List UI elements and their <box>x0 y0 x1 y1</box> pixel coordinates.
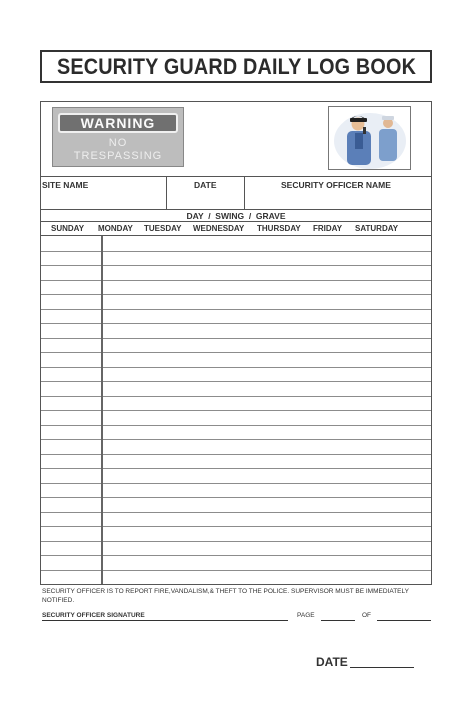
day-saturday: SATURDAY <box>355 224 399 233</box>
total-pages-line[interactable] <box>377 620 431 621</box>
divider <box>166 176 167 209</box>
day-monday: MONDAY <box>98 224 133 233</box>
log-rows <box>41 252 431 571</box>
officer-name-label: SECURITY OFFICER NAME <box>281 180 391 190</box>
day-friday: FRIDAY <box>313 224 343 233</box>
warning-heading: WARNING <box>58 113 178 133</box>
bottom-date-line[interactable] <box>350 667 414 668</box>
log-entry-grid[interactable] <box>41 236 431 584</box>
date-label: DATE <box>194 180 217 190</box>
day-wednesday: WEDNESDAY <box>193 224 245 233</box>
signature-line[interactable] <box>42 620 288 621</box>
reporting-notice: SECURITY OFFICER IS TO REPORT FIRE,VANDALISM,& THEFT TO THE POLICE. SUPERVISOR MUST BE IMMEDIATELY NOTIFIED. <box>42 588 409 604</box>
page-number-line[interactable] <box>321 620 355 621</box>
site-name-label: SITE NAME <box>42 180 89 190</box>
security-officers-photo <box>328 106 411 170</box>
title-box <box>40 50 432 83</box>
page-label: PAGE <box>297 612 315 619</box>
warning-text-line2: TRESPASSING <box>73 150 163 162</box>
shift-options: DAY / SWING / GRAVE <box>186 211 286 221</box>
bottom-date-label: DATE <box>316 655 348 669</box>
officers-image <box>329 107 411 170</box>
day-tuesday: TUESDAY <box>144 224 182 233</box>
page-title: SECURITY GUARD DAILY LOG BOOK <box>56 53 416 79</box>
day-sunday: SUNDAY <box>51 224 85 233</box>
warning-text-line1: NO <box>108 137 128 149</box>
day-thursday: THURSDAY <box>257 224 301 233</box>
of-label: OF <box>362 612 372 619</box>
signature-label: SECURITY OFFICER SIGNATURE <box>42 612 145 619</box>
divider <box>244 176 245 209</box>
